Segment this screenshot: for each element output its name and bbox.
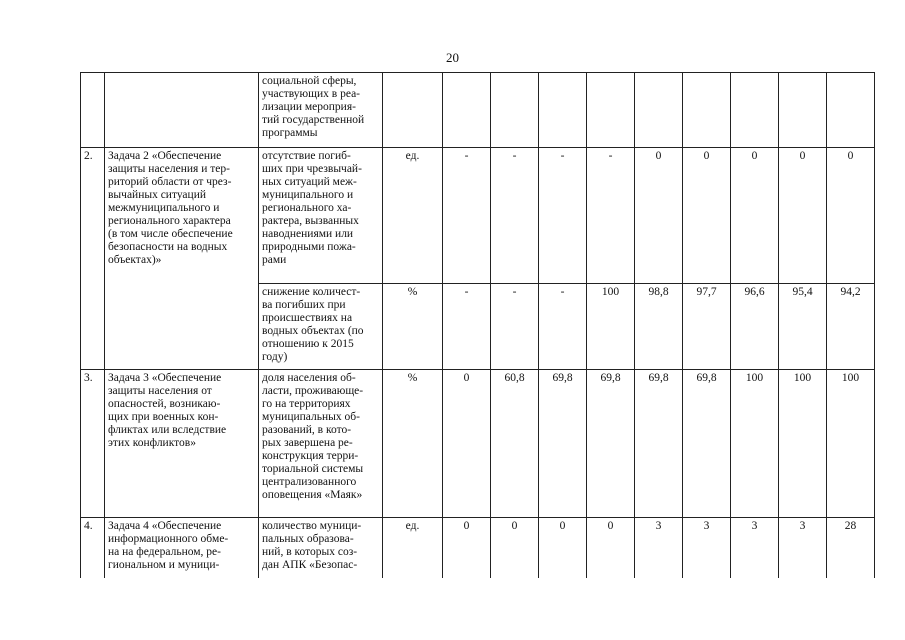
value-cell: 98,8 (635, 284, 683, 370)
value-cell: - (443, 284, 491, 370)
row-number-cell: 4. (81, 518, 105, 578)
value-cell: 69,8 (683, 370, 731, 518)
table-row (81, 73, 875, 148)
value-cell: 0 (587, 518, 635, 578)
value-cell (539, 73, 587, 148)
value-cell: - (491, 148, 539, 284)
value-cell (587, 73, 635, 148)
value-cell: 0 (779, 148, 827, 284)
value-cell: 100 (779, 370, 827, 518)
indicator-cell: социальной сферы, участвующих в реа- лизации мероприя- тий государственной программы (259, 73, 383, 148)
value-cell: 100 (827, 370, 875, 518)
value-cell: - (587, 148, 635, 284)
table-row (81, 518, 875, 578)
indicators-table (80, 72, 875, 578)
row-number-cell: 3. (81, 370, 105, 518)
page-number: 20 (446, 50, 459, 65)
value-cell: 3 (683, 518, 731, 578)
value-cell: 28 (827, 518, 875, 578)
unit-cell: ед. (383, 518, 443, 578)
unit-cell: % (383, 284, 443, 370)
value-cell: 3 (731, 518, 779, 578)
value-cell: 0 (827, 148, 875, 284)
task-cell: Задача 2 «Обеспечение защиты населения и тер- риторий области от чрез- вычайных ситуаций межмуниципального и регионального характера (в том числе обеспечение безопасности на водных объектах)» (105, 148, 259, 370)
indicator-cell: снижение количест- ва погибших при происшествиях на водных объектах (по отношению к 2015 году) (259, 284, 383, 370)
value-cell: 60,8 (491, 370, 539, 518)
value-cell (827, 73, 875, 148)
value-cell: 0 (443, 518, 491, 578)
value-cell (683, 73, 731, 148)
value-cell: 97,7 (683, 284, 731, 370)
task-cell: Задача 4 «Обеспечение информационного обме- на на федеральном, ре- гиональном и муници- (105, 518, 259, 578)
value-cell (491, 73, 539, 148)
value-cell (443, 73, 491, 148)
value-cell: 69,8 (635, 370, 683, 518)
value-cell: - (491, 284, 539, 370)
value-cell: 100 (587, 284, 635, 370)
value-cell: - (443, 148, 491, 284)
value-cell: 95,4 (779, 284, 827, 370)
table-row (81, 370, 875, 518)
value-cell: 0 (635, 148, 683, 284)
value-cell: - (539, 148, 587, 284)
value-cell: 0 (731, 148, 779, 284)
unit-cell: ед. (383, 148, 443, 284)
task-cell (105, 73, 259, 148)
value-cell: 69,8 (539, 370, 587, 518)
indicator-cell: количество муници- пальных образова- ний, в которых соз- дан АПК «Безопас- (259, 518, 383, 578)
value-cell: 0 (443, 370, 491, 518)
value-cell: 0 (683, 148, 731, 284)
unit-cell (383, 73, 443, 148)
value-cell (731, 73, 779, 148)
value-cell: 69,8 (587, 370, 635, 518)
table-row (81, 148, 875, 284)
unit-cell: % (383, 370, 443, 518)
value-cell: 3 (635, 518, 683, 578)
value-cell: 96,6 (731, 284, 779, 370)
row-number-cell: 2. (81, 148, 105, 370)
indicator-cell: доля населения об- ласти, проживающе- го на территориях муниципальных об- разований, в кото- рых завершена ре- конструкция терри- ториальной системы централизованного оповещения «Маяк» (259, 370, 383, 518)
row-number-cell (81, 73, 105, 148)
value-cell: 0 (539, 518, 587, 578)
value-cell: 94,2 (827, 284, 875, 370)
value-cell: 3 (779, 518, 827, 578)
value-cell (635, 73, 683, 148)
task-cell: Задача 3 «Обеспечение защиты населения от опасностей, возникаю- щих при военных кон- фликтах или вследствие этих конфликтов» (105, 370, 259, 518)
value-cell: 100 (731, 370, 779, 518)
value-cell: - (539, 284, 587, 370)
indicator-cell: отсутствие погиб- ших при чрезвычай- ных ситуаций меж- муниципального и регионального ха- рактера, вызванных наводнениями или природными пожа- рами (259, 148, 383, 284)
value-cell (779, 73, 827, 148)
value-cell: 0 (491, 518, 539, 578)
